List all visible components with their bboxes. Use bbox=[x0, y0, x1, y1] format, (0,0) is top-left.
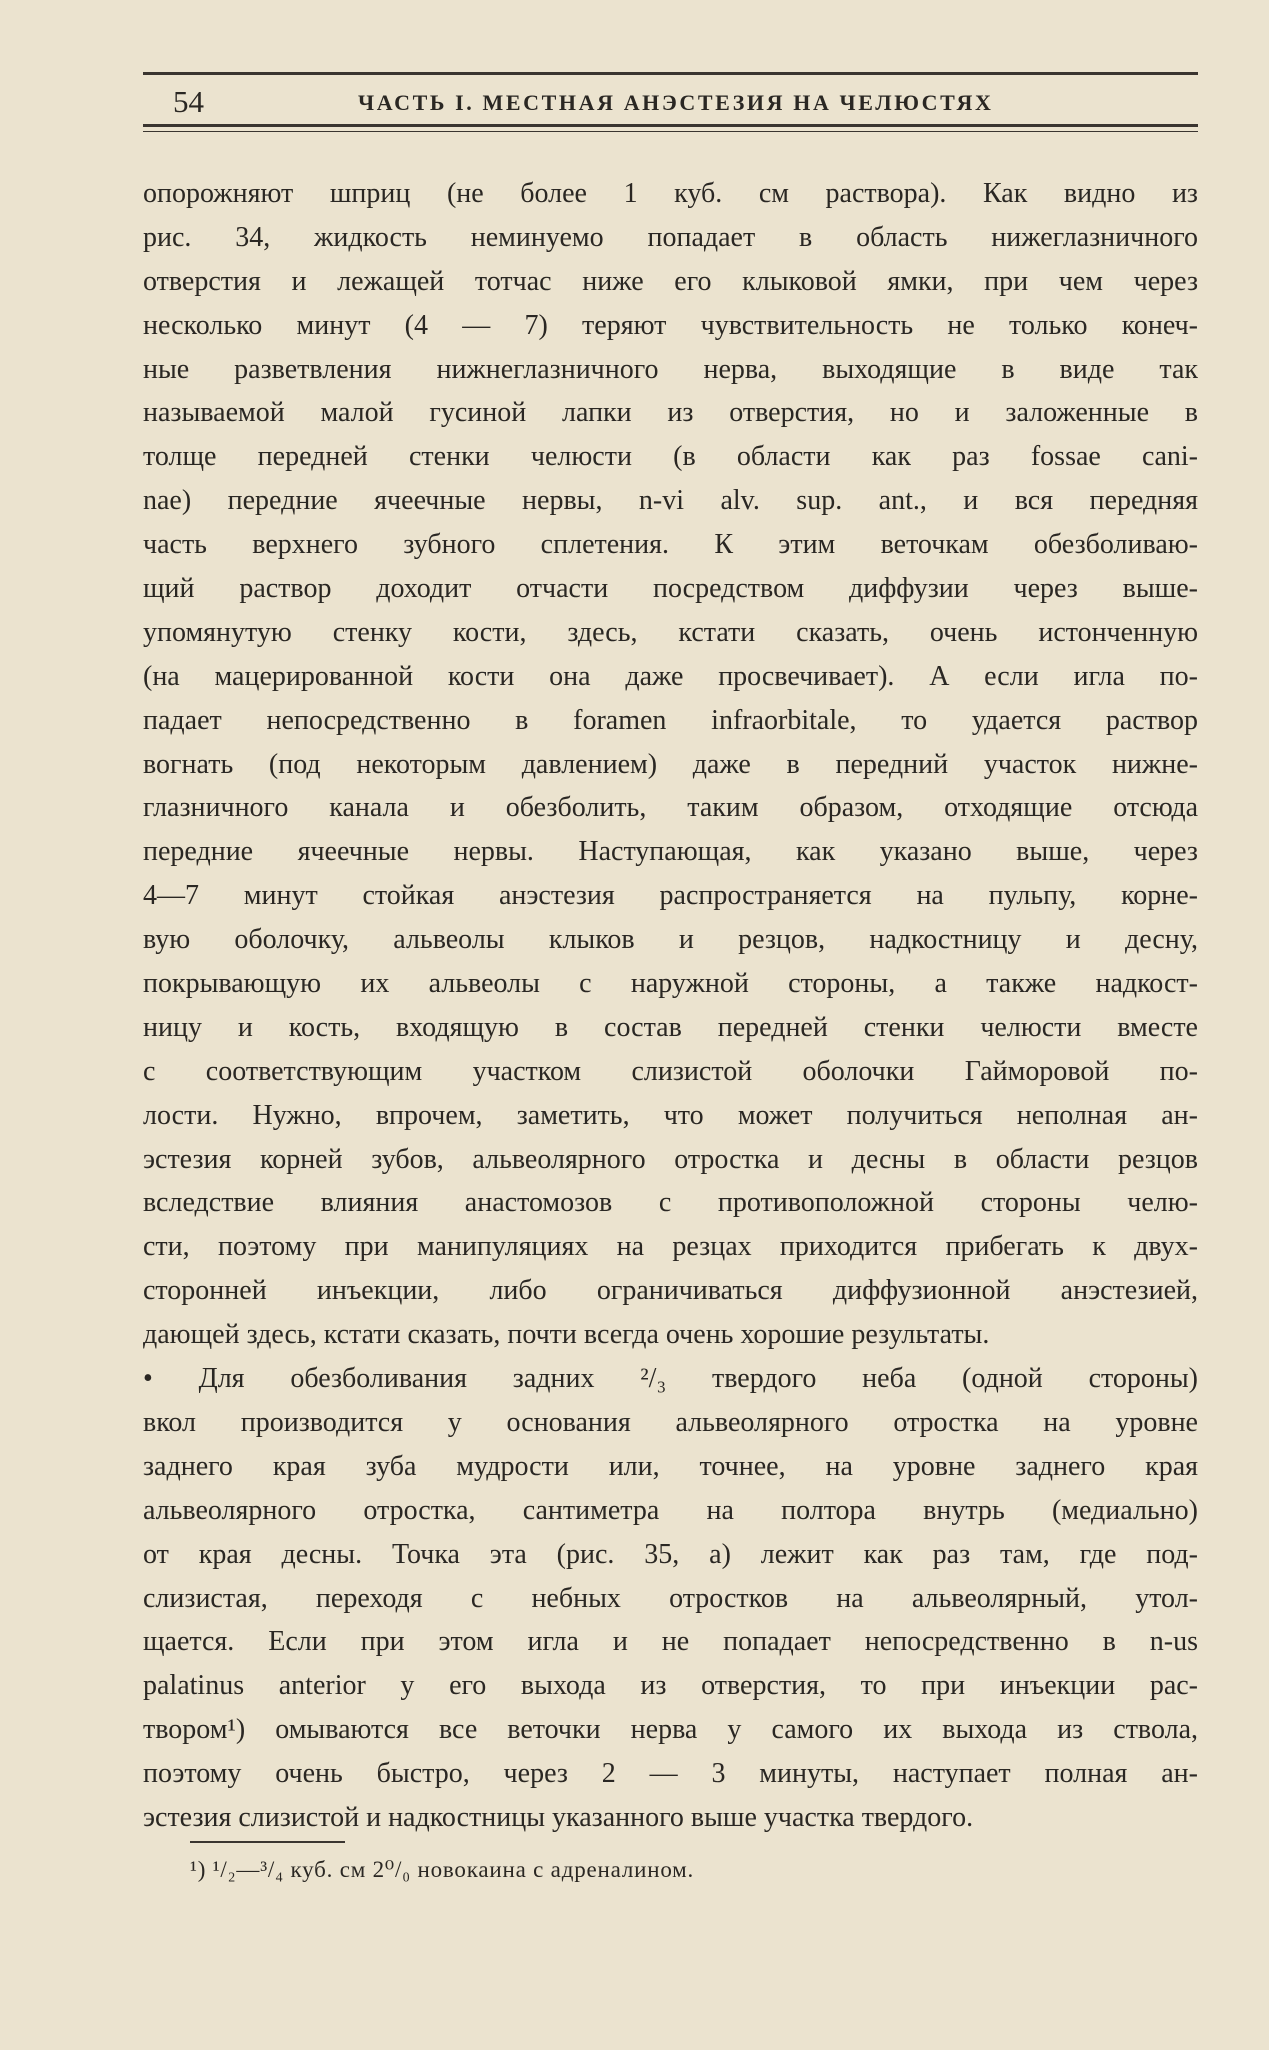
text-line: покрывающую их альвеолы с наружной стороны, а также надкост- bbox=[143, 968, 1198, 1000]
text-line: часть верхнего зубного сплетения. К этим веточкам обезболиваю- bbox=[143, 529, 1198, 561]
header-top-rule bbox=[143, 72, 1198, 75]
text-line: падает непосредственно в foramen infraorbitale, то удается раствор bbox=[143, 704, 1198, 736]
text-line: щается. Если при этом игла и не попадает непосредственно в n-us bbox=[143, 1626, 1198, 1658]
body-text bbox=[143, 172, 1198, 1840]
text-line: вследствие влияния анастомозов с противоположной стороны челю- bbox=[143, 1187, 1198, 1219]
text-line: 4—7 минут стойкая анэстезия распространяется на пульпу, корне- bbox=[143, 880, 1198, 912]
text-line: palatinus anterior у его выхода из отверстия, то при инъекции рас- bbox=[143, 1670, 1198, 1702]
footnote-rule bbox=[190, 1841, 345, 1843]
text-line: рис. 34, жидкость неминуемо попадает в область нижеглазничного bbox=[143, 221, 1198, 253]
text-line: опорожняют шприц (не более 1 куб. см раствора). Как видно из bbox=[143, 178, 1198, 209]
text-line: дающей здесь, кстати сказать, почти всегда очень хорошие результаты. bbox=[143, 1319, 990, 1351]
text-line: называемой малой гусиной лапки из отверстия, но и заложенные в bbox=[143, 397, 1198, 429]
text-line: (на мацерированной кости она даже просвечивает). А если игла по- bbox=[143, 660, 1198, 692]
text-line: слизистая, переходя с небных отростков на альвеолярный, утол- bbox=[143, 1582, 1198, 1614]
text-line: ные разветвления нижнеглазничного нерва, выходящие в виде так bbox=[143, 353, 1198, 385]
text-line: вогнать (под некоторым давлением) даже в передний участок нижне- bbox=[143, 748, 1198, 780]
text-line: сторонней инъекции, либо ограничиваться диффузионной анэстезией, bbox=[143, 1275, 1198, 1307]
text-line: с соответствующим участком слизистой оболочки Гайморовой по- bbox=[143, 1055, 1198, 1087]
text-line: эстезия слизистой и надкостницы указанного выше участка твердого. bbox=[143, 1801, 974, 1833]
text-line: сти, поэтому при манипуляциях на резцах приходится прибегать к двух- bbox=[143, 1231, 1198, 1263]
text-line: эстезия корней зубов, альвеолярного отростка и десны в области резцов bbox=[143, 1143, 1198, 1175]
page-header bbox=[143, 82, 1198, 122]
text-line: щий раствор доходит отчасти посредством диффузии через выше- bbox=[143, 573, 1198, 605]
text-line: заднего края зуба мудрости или, точнее, на уровне заднего края bbox=[143, 1450, 1198, 1482]
footnote: ¹) ¹/₂—³/₄ куб. см 2⁰/₀ новокаина с адреналином. bbox=[190, 1857, 695, 1882]
text-line: отверстия и лежащей тотчас ниже его клыковой ямки, при чем через bbox=[143, 265, 1198, 297]
text-line: передние ячеечные нервы. Наступающая, как указано выше, через bbox=[143, 836, 1198, 868]
text-line: вую оболочку, альвеолы клыков и резцов, надкостницу и десну, bbox=[143, 924, 1198, 956]
text-line: • Для обезболивания задних ²/₃ твердого неба (одной стороны) bbox=[143, 1363, 1198, 1395]
text-line: альвеолярного отростка, сантиметра на полтора внутрь (медиально) bbox=[143, 1494, 1198, 1526]
text-line: лости. Нужно, впрочем, заметить, что может получиться неполная ан- bbox=[143, 1099, 1198, 1131]
header-bottom-rule bbox=[143, 124, 1198, 127]
text-line: nae) передние ячеечные нервы, n-vi alv. sup. ant., и вся передняя bbox=[143, 485, 1198, 517]
text-line: ницу и кость, входящую в состав передней стенки челюсти вместе bbox=[143, 1011, 1198, 1043]
text-line: поэтому очень быстро, через 2 — 3 минуты, наступает полная ан- bbox=[143, 1758, 1198, 1790]
header-bottom-thin-rule bbox=[143, 131, 1198, 132]
text-line: несколько минут (4 — 7) теряют чувствительность не только конеч- bbox=[143, 309, 1198, 341]
text-line: от края десны. Точка эта (рис. 35, a) лежит как раз там, где под- bbox=[143, 1538, 1198, 1570]
text-line: глазничного канала и обезболить, таким образом, отходящие отсюда bbox=[143, 792, 1198, 824]
running-head: ЧАСТЬ I. МЕСТНАЯ АНЭСТЕЗИЯ НА ЧЕЛЮСТЯХ bbox=[358, 90, 994, 115]
page-number: 54 bbox=[173, 84, 204, 119]
text-line: твором¹) омываются все веточки нерва у самого их выхода из ствола, bbox=[143, 1714, 1198, 1746]
text-line: вкол производится у основания альвеолярного отростка на уровне bbox=[143, 1406, 1198, 1438]
text-line: толще передней стенки челюсти (в области как раз fossae cani- bbox=[143, 441, 1198, 473]
text-line: упомянутую стенку кости, здесь, кстати сказать, очень истонченную bbox=[143, 616, 1198, 648]
